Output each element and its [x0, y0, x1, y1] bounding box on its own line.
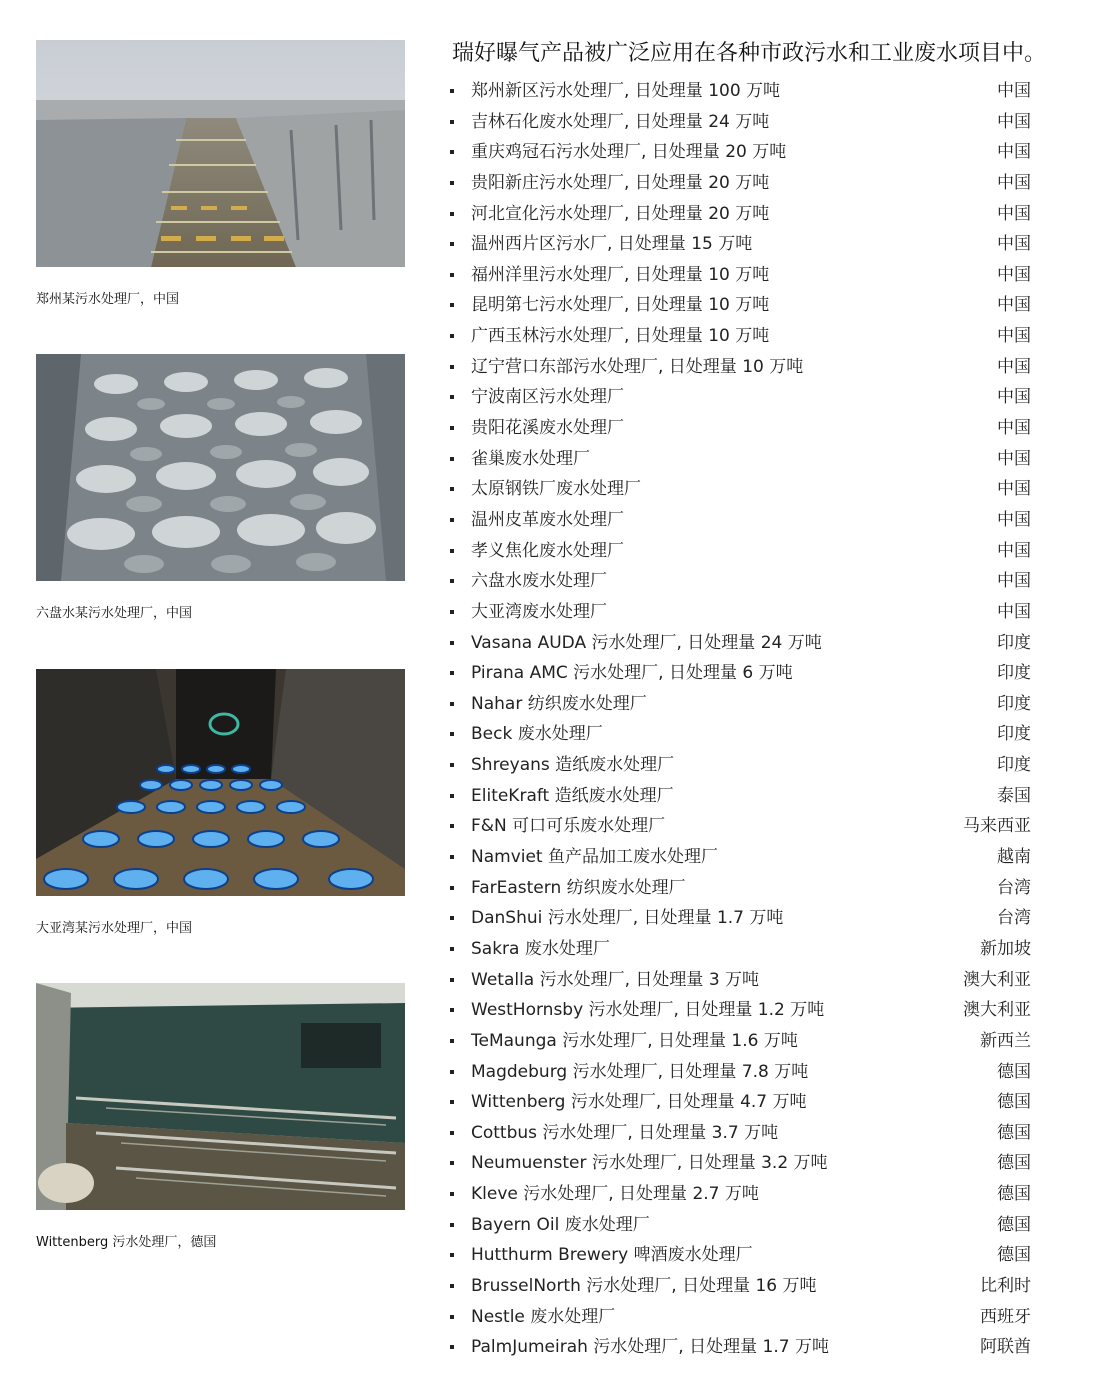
bullet-icon — [450, 212, 454, 216]
bullet-icon — [450, 303, 454, 307]
project-country: 比利时 — [980, 1275, 1031, 1296]
project-name: WestHornsby 污水处理厂, 日处理量 1.2 万吨 — [471, 1000, 825, 1021]
project-country: 中国 — [997, 172, 1031, 193]
project-name: Cottbus 污水处理厂, 日处理量 3.7 万吨 — [471, 1122, 779, 1143]
project-country: 中国 — [997, 142, 1031, 163]
bullet-icon — [450, 1039, 454, 1043]
project-country: 德国 — [997, 1122, 1031, 1143]
project-name: Pirana AMC 污水处理厂, 日处理量 6 万吨 — [471, 663, 793, 684]
project-name: 太原钢铁厂废水处理厂 — [471, 479, 641, 500]
bullet-icon — [450, 1161, 454, 1165]
bullet-icon — [450, 273, 454, 277]
project-list-item — [450, 294, 1090, 325]
project-list-item — [450, 907, 1090, 938]
project-country: 中国 — [997, 326, 1031, 347]
section-heading: 瑞好曝气产品被广泛应用在各种市政污水和工业废水项目中。 — [452, 41, 1047, 66]
project-country: 中国 — [997, 203, 1031, 224]
project-list-item — [450, 386, 1090, 417]
project-name: 广西玉林污水处理厂, 日处理量 10 万吨 — [471, 326, 770, 347]
project-name: Vasana AUDA 污水处理厂, 日处理量 24 万吨 — [471, 632, 822, 653]
project-list-item — [450, 1275, 1090, 1306]
project-country: 德国 — [997, 1214, 1031, 1235]
project-name: Nahar 纺织废水处理厂 — [471, 693, 647, 714]
project-name: FarEastern 纺织废水处理厂 — [471, 877, 686, 898]
caption-wittenberg: Wittenberg 污水处理厂，德国 — [36, 1235, 217, 1250]
project-name: Hutthurm Brewery 啤酒废水处理厂 — [471, 1245, 753, 1266]
project-list-item — [450, 1306, 1090, 1337]
project-country: 中国 — [997, 264, 1031, 285]
project-name: 孝义焦化废水处理厂 — [471, 540, 624, 561]
project-list-item — [450, 938, 1090, 969]
bullet-icon — [450, 549, 454, 553]
bullet-icon — [450, 1008, 454, 1012]
project-name: Neumuenster 污水处理厂, 日处理量 3.2 万吨 — [471, 1153, 828, 1174]
bullet-icon — [450, 1284, 454, 1288]
project-name: PalmJumeirah 污水处理厂, 日处理量 1.7 万吨 — [471, 1337, 829, 1358]
figure-zhengzhou — [36, 40, 405, 307]
project-country: 德国 — [997, 1184, 1031, 1205]
project-country: 印度 — [997, 755, 1031, 776]
project-list-item — [450, 632, 1090, 663]
bullet-icon — [450, 794, 454, 798]
project-name: Wittenberg 污水处理厂, 日处理量 4.7 万吨 — [471, 1092, 807, 1113]
project-list-item — [450, 1091, 1090, 1122]
project-list-item — [450, 141, 1090, 172]
bullet-icon — [450, 1253, 454, 1257]
project-country: 中国 — [997, 234, 1031, 255]
project-list-item — [450, 815, 1090, 846]
project-list-item — [450, 80, 1090, 111]
project-country: 澳大利亚 — [963, 969, 1031, 990]
project-list-item — [450, 1244, 1090, 1275]
figure-dayawan — [36, 669, 405, 936]
project-country: 德国 — [997, 1245, 1031, 1266]
project-country: 中国 — [997, 295, 1031, 316]
project-name: 河北宣化污水处理厂, 日处理量 20 万吨 — [471, 203, 770, 224]
project-country: 中国 — [997, 448, 1031, 469]
project-list-item — [450, 1061, 1090, 1092]
project-country: 中国 — [997, 571, 1031, 592]
photo-liupanshui-plant — [36, 354, 405, 581]
bullet-icon — [450, 1070, 454, 1074]
project-list-item — [450, 1030, 1090, 1061]
project-name: Wetalla 污水处理厂, 日处理量 3 万吨 — [471, 969, 760, 990]
project-name: 吉林石化废水处理厂, 日处理量 24 万吨 — [471, 111, 770, 132]
caption-zhengzhou: 郑州某污水处理厂，中国 — [36, 292, 180, 307]
bullet-icon — [450, 610, 454, 614]
project-country: 中国 — [997, 356, 1031, 377]
project-country: 新加坡 — [980, 938, 1031, 959]
project-list-item — [450, 785, 1090, 816]
project-name: Beck 废水处理厂 — [471, 724, 603, 745]
project-country: 中国 — [997, 540, 1031, 561]
project-name: 雀巢废水处理厂 — [471, 448, 590, 469]
bullet-icon — [450, 671, 454, 675]
project-name: TeMaunga 污水处理厂, 日处理量 1.6 万吨 — [471, 1030, 798, 1051]
project-country: 台湾 — [997, 877, 1031, 898]
photo-dayawan-plant — [36, 669, 405, 896]
project-name: Shreyans 造纸废水处理厂 — [471, 755, 675, 776]
project-country: 德国 — [997, 1061, 1031, 1082]
project-name: 昆明第七污水处理厂, 日处理量 10 万吨 — [471, 295, 770, 316]
project-list-item — [450, 356, 1090, 387]
bullet-icon — [450, 365, 454, 369]
project-list-item — [450, 478, 1090, 509]
project-list-item — [450, 540, 1090, 571]
project-list-item — [450, 111, 1090, 142]
bullet-icon — [450, 947, 454, 951]
project-list-item — [450, 999, 1090, 1030]
project-name: 温州西片区污水厂, 日处理量 15 万吨 — [471, 234, 753, 255]
bullet-icon — [450, 732, 454, 736]
project-list-item — [450, 662, 1090, 693]
project-name: 六盘水废水处理厂 — [471, 571, 607, 592]
project-country: 台湾 — [997, 908, 1031, 929]
bullet-icon — [450, 855, 454, 859]
project-list-item — [450, 1152, 1090, 1183]
bullet-icon — [450, 334, 454, 338]
project-country: 阿联酋 — [980, 1337, 1031, 1358]
project-list-item — [450, 1122, 1090, 1153]
project-country: 中国 — [997, 509, 1031, 530]
figure-wittenberg — [36, 983, 405, 1250]
bullet-icon — [450, 457, 454, 461]
bullet-icon — [450, 150, 454, 154]
project-country: 马来西亚 — [963, 816, 1031, 837]
project-list-item — [450, 969, 1090, 1000]
bullet-icon — [450, 1223, 454, 1227]
caption-dayawan: 大亚湾某污水处理厂，中国 — [36, 921, 193, 936]
bullet-icon — [450, 487, 454, 491]
project-country: 印度 — [997, 632, 1031, 653]
project-list-item — [450, 203, 1090, 234]
project-name: 温州皮革废水处理厂 — [471, 509, 624, 530]
bullet-icon — [450, 824, 454, 828]
project-list-item — [450, 172, 1090, 203]
project-country: 越南 — [997, 847, 1031, 868]
project-list-item — [450, 264, 1090, 295]
bullet-icon — [450, 763, 454, 767]
project-name: 辽宁营口东部污水处理厂, 日处理量 10 万吨 — [471, 356, 804, 377]
project-country: 德国 — [997, 1092, 1031, 1113]
project-name: Nestle 废水处理厂 — [471, 1306, 616, 1327]
project-country: 新西兰 — [980, 1030, 1031, 1051]
bullet-icon — [450, 89, 454, 93]
figure-liupanshui — [36, 354, 405, 621]
bullet-icon — [450, 120, 454, 124]
project-name: Sakra 废水处理厂 — [471, 938, 610, 959]
bullet-icon — [450, 1192, 454, 1196]
project-list-item — [450, 448, 1090, 479]
project-country: 中国 — [997, 418, 1031, 439]
project-list-item — [450, 601, 1090, 632]
project-list-item — [450, 509, 1090, 540]
project-list — [450, 80, 1090, 1367]
bullet-icon — [450, 579, 454, 583]
bullet-icon — [450, 518, 454, 522]
project-list-item — [450, 693, 1090, 724]
project-country: 中国 — [997, 601, 1031, 622]
bullet-icon — [450, 916, 454, 920]
project-list-item — [450, 325, 1090, 356]
project-country: 印度 — [997, 724, 1031, 745]
project-name: Bayern Oil 废水处理厂 — [471, 1214, 650, 1235]
project-country: 印度 — [997, 663, 1031, 684]
project-name: BrusselNorth 污水处理厂, 日处理量 16 万吨 — [471, 1275, 817, 1296]
project-name: Magdeburg 污水处理厂, 日处理量 7.8 万吨 — [471, 1061, 809, 1082]
project-list-item — [450, 877, 1090, 908]
photo-wittenberg-plant — [36, 983, 405, 1210]
caption-liupanshui: 六盘水某污水处理厂，中国 — [36, 606, 193, 621]
bullet-icon — [450, 1100, 454, 1104]
project-list-item — [450, 723, 1090, 754]
bullet-icon — [450, 242, 454, 246]
bullet-icon — [450, 1315, 454, 1319]
project-name: 贵阳新庄污水处理厂, 日处理量 20 万吨 — [471, 172, 770, 193]
bullet-icon — [450, 395, 454, 399]
project-name: 大亚湾废水处理厂 — [471, 601, 607, 622]
project-country: 中国 — [997, 111, 1031, 132]
project-list-item — [450, 754, 1090, 785]
project-list-item — [450, 846, 1090, 877]
bullet-icon — [450, 181, 454, 185]
project-list-item — [450, 570, 1090, 601]
bullet-icon — [450, 886, 454, 890]
bullet-icon — [450, 641, 454, 645]
project-name: 福州洋里污水处理厂, 日处理量 10 万吨 — [471, 264, 770, 285]
project-name: 宁波南区污水处理厂 — [471, 387, 624, 408]
project-country: 德国 — [997, 1153, 1031, 1174]
project-list-item — [450, 233, 1090, 264]
project-country: 印度 — [997, 693, 1031, 714]
project-name: DanShui 污水处理厂, 日处理量 1.7 万吨 — [471, 908, 784, 929]
project-list-item — [450, 1336, 1090, 1367]
bullet-icon — [450, 978, 454, 982]
photo-zhengzhou-plant — [36, 40, 405, 267]
project-name: F&N 可口可乐废水处理厂 — [471, 816, 666, 837]
project-country: 中国 — [997, 81, 1031, 101]
bullet-icon — [450, 702, 454, 706]
project-name: Kleve 污水处理厂, 日处理量 2.7 万吨 — [471, 1184, 759, 1205]
project-country: 中国 — [997, 479, 1031, 500]
project-country: 西班牙 — [980, 1306, 1031, 1327]
project-name: 贵阳花溪废水处理厂 — [471, 418, 624, 439]
project-country: 泰国 — [997, 785, 1031, 806]
project-list-item — [450, 1183, 1090, 1214]
project-name: EliteKraft 造纸废水处理厂 — [471, 785, 674, 806]
project-name: 重庆鸡冠石污水处理厂, 日处理量 20 万吨 — [471, 142, 787, 163]
project-name: Namviet 鱼产品加工废水处理厂 — [471, 847, 719, 868]
project-name: 郑州新区污水处理厂, 日处理量 100 万吨 — [471, 81, 781, 101]
project-list-item — [450, 417, 1090, 448]
project-country: 中国 — [997, 387, 1031, 408]
bullet-icon — [450, 1345, 454, 1349]
project-country: 澳大利亚 — [963, 1000, 1031, 1021]
project-list-item — [450, 1214, 1090, 1245]
bullet-icon — [450, 426, 454, 430]
bullet-icon — [450, 1131, 454, 1135]
